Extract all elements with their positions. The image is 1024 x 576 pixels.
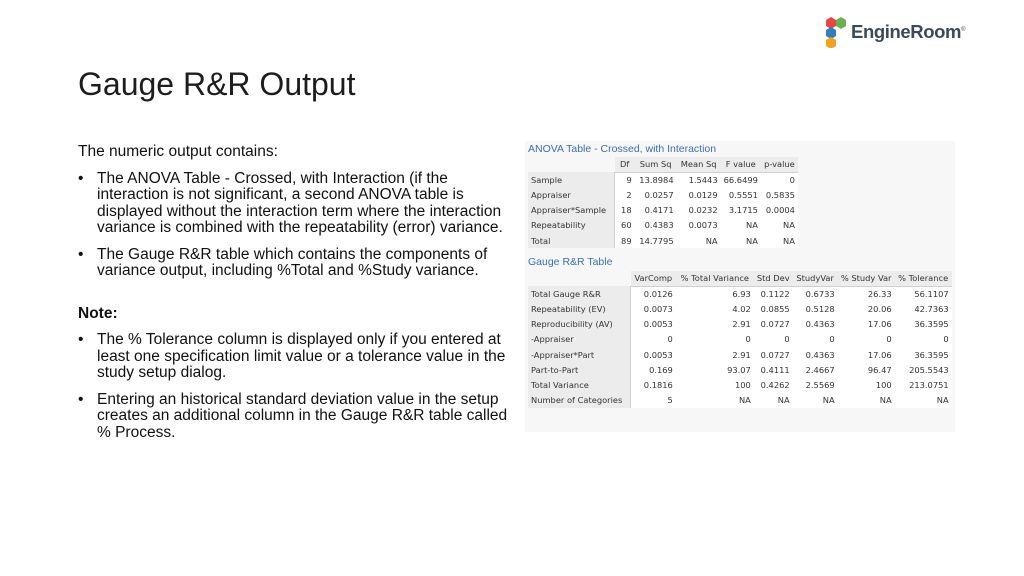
- table-row: [528, 377, 952, 392]
- table-cell: 0: [676, 332, 754, 347]
- table-cell: 0.0053: [631, 347, 676, 362]
- table-cell: 100: [838, 377, 895, 392]
- table-cell: 89: [615, 233, 635, 248]
- table-row: [528, 233, 798, 248]
- table-row: [528, 347, 952, 362]
- table-cell: 0.4262: [754, 377, 793, 392]
- output-list: [78, 171, 508, 280]
- table-cell: 0: [895, 332, 952, 347]
- row-label: -Appraiser: [528, 332, 631, 347]
- grr-col-header: StudyVar: [793, 271, 838, 286]
- table-cell: 0.0727: [754, 317, 793, 332]
- table-cell: 0.0257: [635, 187, 677, 202]
- table-cell: 2.4667: [793, 362, 838, 377]
- table-row: [528, 172, 798, 187]
- table-row: [528, 203, 798, 218]
- anova-col-header: p-value: [761, 157, 798, 172]
- table-cell: 96.47: [838, 362, 895, 377]
- brand-logo: [824, 15, 964, 49]
- table-cell: 0.1816: [631, 377, 676, 392]
- grr-col-header: % Study Var: [838, 271, 895, 286]
- anova-header-row: [528, 157, 798, 172]
- grr-col-header: Std Dev: [754, 271, 793, 286]
- row-label: Number of Categories: [528, 393, 631, 408]
- row-label: Total: [528, 233, 615, 248]
- grr-col-header: % Tolerance: [895, 271, 952, 286]
- engineroom-logo-icon: [824, 16, 848, 48]
- table-cell: 1.5443: [677, 172, 721, 187]
- table-cell: 66.6499: [721, 172, 761, 187]
- table-row: [528, 362, 952, 377]
- table-cell: 17.06: [838, 347, 895, 362]
- note-heading: Note:: [78, 304, 118, 322]
- table-cell: 0: [838, 332, 895, 347]
- table-cell: 36.3595: [895, 347, 952, 362]
- table-cell: 36.3595: [895, 317, 952, 332]
- anova-table-title: ANOVA Table - Crossed, with Interaction: [528, 143, 717, 155]
- anova-col-header: Df: [615, 157, 635, 172]
- intro-text: The numeric output contains:: [78, 143, 278, 160]
- table-cell: 0.6733: [793, 286, 838, 301]
- row-label: Appraiser*Sample: [528, 203, 615, 218]
- table-cell: NA: [761, 218, 798, 233]
- row-label: Reproducibility (AV): [528, 317, 631, 332]
- table-row: [528, 317, 952, 332]
- table-cell: NA: [754, 393, 793, 408]
- table-cell: 56.1107: [895, 286, 952, 301]
- table-cell: 26.33: [838, 286, 895, 301]
- table-cell: 17.06: [838, 317, 895, 332]
- table-cell: 2.91: [676, 347, 754, 362]
- output-screenshot: [525, 141, 955, 432]
- anova-corner: [528, 157, 615, 172]
- table-cell: 0.0232: [677, 203, 721, 218]
- table-row: [528, 301, 952, 316]
- note-list: [78, 332, 508, 441]
- table-cell: 205.5543: [895, 362, 952, 377]
- table-cell: NA: [793, 393, 838, 408]
- table-cell: 0.169: [631, 362, 676, 377]
- table-cell: 0.4111: [754, 362, 793, 377]
- table-cell: NA: [676, 393, 754, 408]
- table-cell: 93.07: [676, 362, 754, 377]
- anova-table: [528, 157, 798, 248]
- table-cell: 0.4171: [635, 203, 677, 218]
- anova-col-header: Sum Sq: [635, 157, 677, 172]
- table-cell: 0.0073: [677, 218, 721, 233]
- table-cell: 213.0751: [895, 377, 952, 392]
- table-cell: 0.0053: [631, 317, 676, 332]
- table-cell: NA: [721, 233, 761, 248]
- grr-corner: [528, 271, 631, 286]
- table-cell: 2.91: [676, 317, 754, 332]
- table-row: [528, 187, 798, 202]
- table-cell: 0: [631, 332, 676, 347]
- logo-wordmark: EngineRoom®: [851, 21, 966, 42]
- table-cell: 100: [676, 377, 754, 392]
- table-row: [528, 393, 952, 408]
- table-cell: NA: [895, 393, 952, 408]
- table-cell: 9: [615, 172, 635, 187]
- table-cell: 6.93: [676, 286, 754, 301]
- row-label: Total Gauge R&R: [528, 286, 631, 301]
- row-label: Repeatability: [528, 218, 615, 233]
- row-label: Appraiser: [528, 187, 615, 202]
- bullet-gauge-table: • The Gauge R&R table which contains the components of variance output, including %Total and %Study variance.: [78, 245, 488, 279]
- bullet-process-note: • Entering an historical standard deviation value in the setup creates an additional column in the Gauge R&R table called % Process.: [78, 390, 508, 441]
- table-cell: 18: [615, 203, 635, 218]
- table-cell: 0.0004: [761, 203, 798, 218]
- table-cell: 0.0126: [631, 286, 676, 301]
- bullet-tolerance-note: • The % Tolerance column is displayed only if you entered at least one specification limit value or a tolerance value in the study setup dialog.: [78, 331, 506, 381]
- grr-col-header: VarComp: [631, 271, 676, 286]
- table-cell: 0.4383: [635, 218, 677, 233]
- anova-col-header: F value: [721, 157, 761, 172]
- table-cell: 0.5128: [793, 301, 838, 316]
- bullet-anova-table: • The ANOVA Table - Crossed, with Interaction (if the interaction is not significant, a second ANOVA table is displayed without the interaction term where the interaction variance is combined with the repeatability (error) variance.: [78, 169, 503, 236]
- row-label: Part-to-Part: [528, 362, 631, 377]
- grr-table-title: Gauge R&R Table: [528, 256, 613, 268]
- grr-col-header: % Total Variance: [676, 271, 754, 286]
- gauge-rr-table: [528, 271, 952, 408]
- table-cell: 13.8984: [635, 172, 677, 187]
- table-cell: 5: [631, 393, 676, 408]
- table-cell: 3.1715: [721, 203, 761, 218]
- table-cell: 0.5835: [761, 187, 798, 202]
- table-cell: NA: [677, 233, 721, 248]
- row-label: Repeatability (EV): [528, 301, 631, 316]
- table-cell: 0: [761, 172, 798, 187]
- table-row: [528, 332, 952, 347]
- table-cell: NA: [721, 218, 761, 233]
- table-cell: 0.1122: [754, 286, 793, 301]
- row-label: -Appraiser*Part: [528, 347, 631, 362]
- table-cell: 0.0727: [754, 347, 793, 362]
- table-cell: 0.5551: [721, 187, 761, 202]
- table-cell: 4.02: [676, 301, 754, 316]
- row-label: Sample: [528, 172, 615, 187]
- table-cell: 2: [615, 187, 635, 202]
- table-cell: 60: [615, 218, 635, 233]
- table-cell: 0.0073: [631, 301, 676, 316]
- grr-header-row: [528, 271, 952, 286]
- table-cell: 42.7363: [895, 301, 952, 316]
- row-label: Total Variance: [528, 377, 631, 392]
- table-cell: 0.0129: [677, 187, 721, 202]
- table-cell: 20.06: [838, 301, 895, 316]
- anova-col-header: Mean Sq: [677, 157, 721, 172]
- table-cell: NA: [838, 393, 895, 408]
- table-cell: 14.7795: [635, 233, 677, 248]
- slide-title: Gauge R&R Output: [78, 66, 356, 102]
- table-cell: 2.5569: [793, 377, 838, 392]
- table-cell: 0: [793, 332, 838, 347]
- table-row: [528, 218, 798, 233]
- table-cell: NA: [761, 233, 798, 248]
- table-cell: 0: [754, 332, 793, 347]
- table-cell: 0.0855: [754, 301, 793, 316]
- table-cell: 0.4363: [793, 347, 838, 362]
- table-cell: 0.4363: [793, 317, 838, 332]
- text-column: [78, 144, 508, 451]
- table-row: [528, 286, 952, 301]
